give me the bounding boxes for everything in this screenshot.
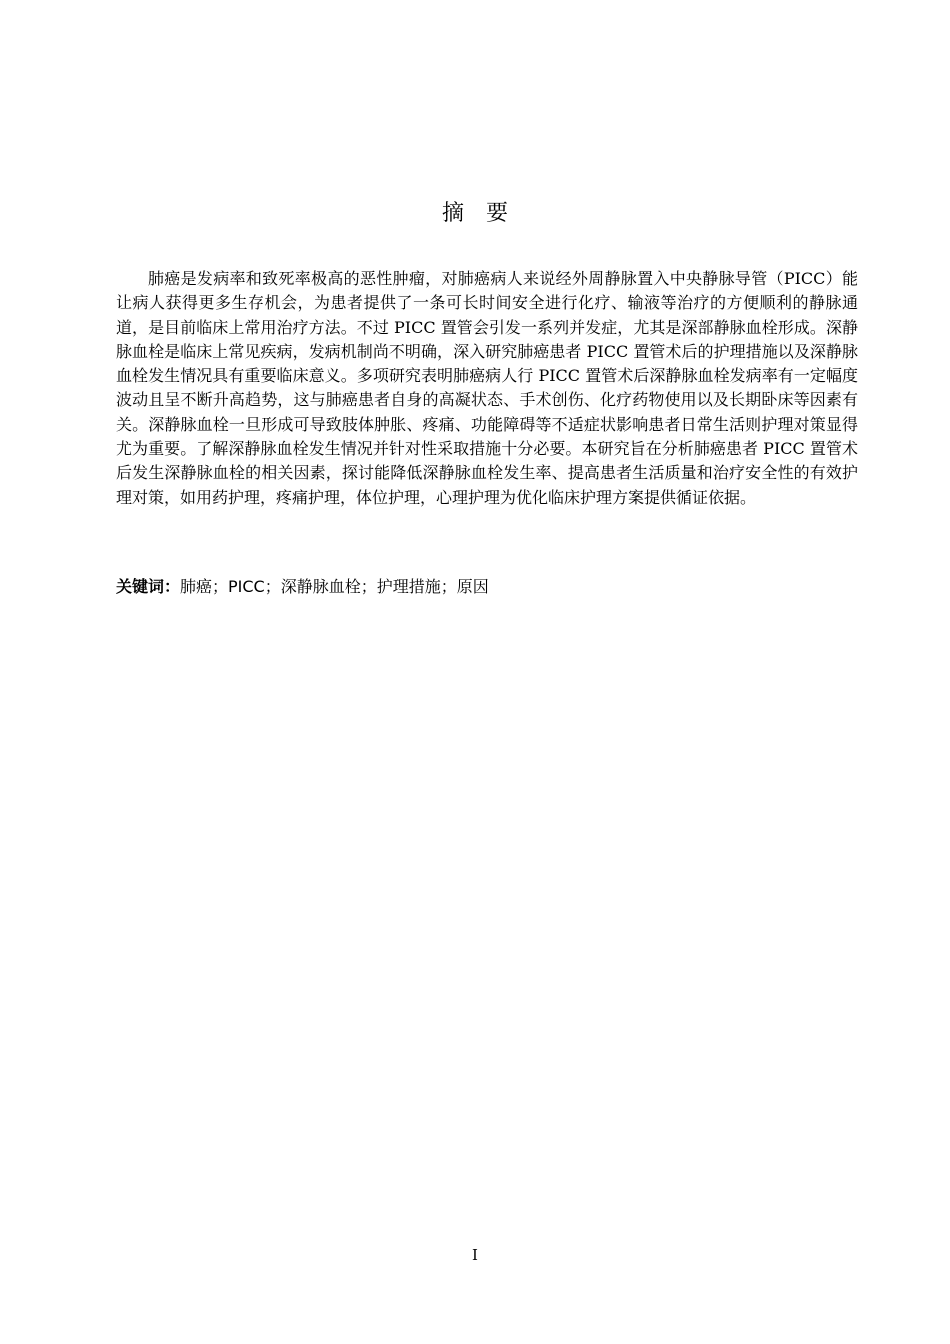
keywords-line xyxy=(116,575,858,599)
keywords-label: 关键词： xyxy=(116,577,181,596)
page-number: I xyxy=(472,1246,478,1264)
keywords-text: 肺癌；PICC；深静脉血栓；护理措施；原因 xyxy=(180,577,489,596)
abstract-body: 肺癌是发病率和致死率极高的恶性肿瘤，对肺癌病人来说经外周静脉置入中央静脉导管（PICC）能让病人获得更多生存机会，为患者提供了一条可长时间安全进行化疗、输液等治疗的方便顺利的静脉通道，是目前临床上常用治疗方法。不过 PICC 置管会引发一系列并发症，尤其是深部静脉血栓形成。深静脉血栓是临床上常见疾病，发病机制尚不明确，深入研究肺癌患者 PICC 置管术后的护理措施以及深静脉血栓发生情况具有重要临床意义。多项研究表明肺癌病人行 PICC 置管术后深静脉血栓发病率有一定幅度波动且呈不断升高趋势，这与肺癌患者自身的高凝状态、手术创伤、化疗药物使用以及长期卧床等因素有关。深静脉血栓一旦形成可导致肢体肿胀、疼痛、功能障碍等不适症状影响患者日常生活则护理对策显得尤为重要。了解深静脉血栓发生情况并针对性采取措施十分必要。本研究旨在分析肺癌患者 PICC 置管术后发生深静脉血栓的相关因素，探讨能降低深静脉血栓发生率、提高患者生活质量和治疗安全性的有效护理对策，如用药护理，疼痛护理，体位护理，心理护理为优化临床护理方案提供循证依据。 xyxy=(116,269,858,507)
abstract-title: 摘要 xyxy=(441,201,530,226)
